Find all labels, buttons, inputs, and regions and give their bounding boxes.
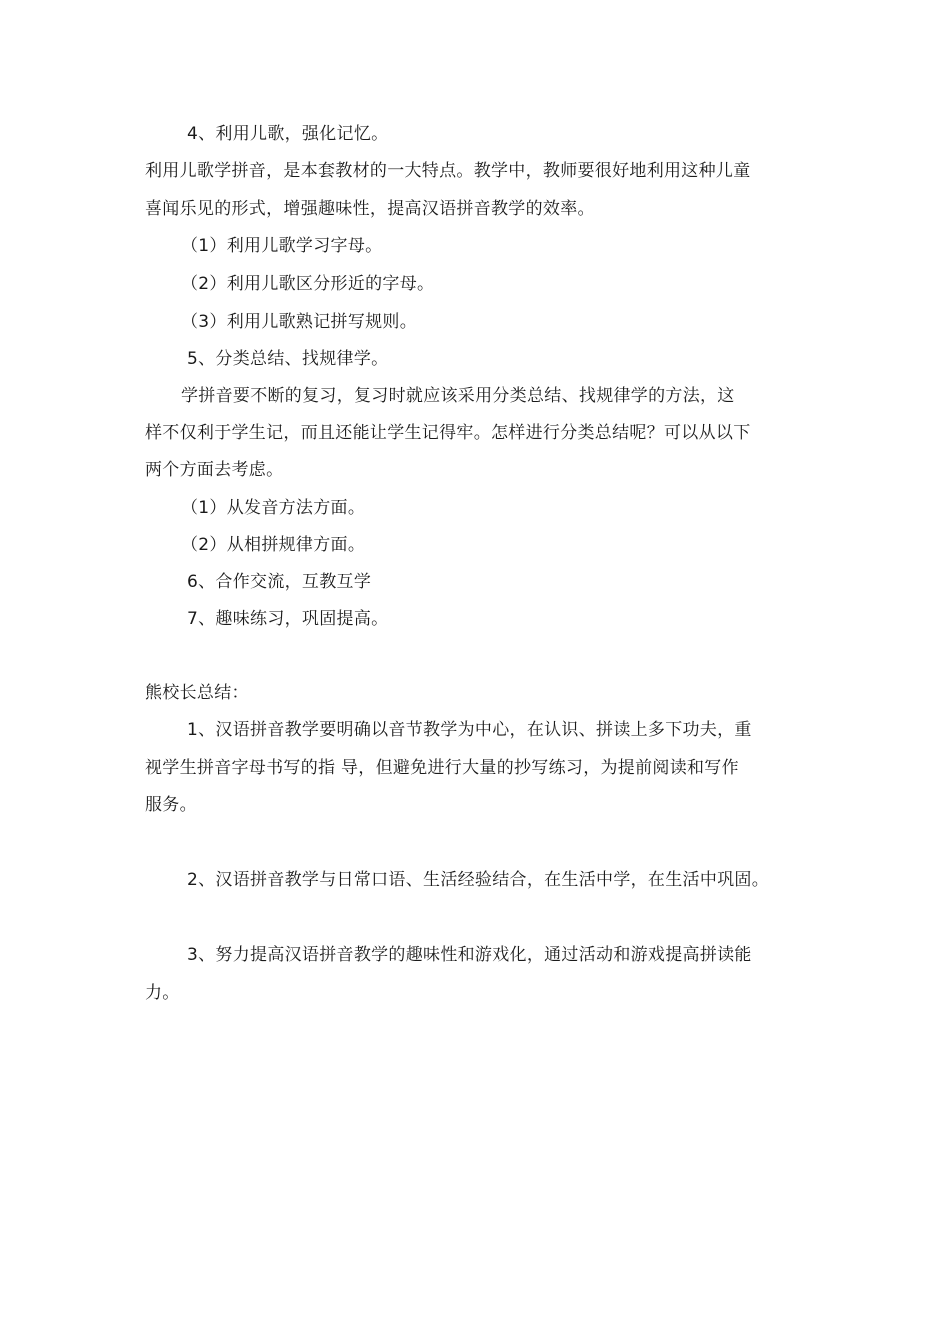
paragraph-line: 服务。 <box>145 795 197 815</box>
summary-item-2: 2、汉语拼音教学与日常口语、生活经验结合，在生活中学，在生活中巩固。 <box>187 870 770 890</box>
sub-item: （1）利用儿歌学习字母。 <box>181 236 383 256</box>
summary-item-1: 1、汉语拼音教学要明确以音节教学为中心，在认识、拼读上多下功夫，重 <box>187 720 752 740</box>
paragraph-line: 视学生拼音字母书写的指 导，但避免进行大量的抄写练习，为提前阅读和写作 <box>145 758 739 778</box>
paragraph-line: 喜闻乐见的形式，增强趣味性，提高汉语拼音教学的效率。 <box>145 199 595 219</box>
paragraph-line: 两个方面去考虑。 <box>145 460 284 480</box>
summary-item-3: 3、努力提高汉语拼音教学的趣味性和游戏化，通过活动和游戏提高拼读能 <box>187 945 752 965</box>
heading-item-7: 7、趣味练习，巩固提高。 <box>187 609 389 629</box>
paragraph-line: 力。 <box>145 983 180 1003</box>
paragraph-line: 样不仅利于学生记，而且还能让学生记得牢。怎样进行分类总结呢？可以从以下 <box>145 423 751 443</box>
paragraph-line: 学拼音要不断的复习，复习时就应该采用分类总结、找规律学的方法，这 <box>181 386 735 406</box>
summary-heading: 熊校长总结： <box>145 683 249 703</box>
paragraph-line: 利用儿歌学拼音，是本套教材的一大特点。教学中，教师要很好地利用这种儿童 <box>145 161 751 181</box>
heading-item-5: 5、分类总结、找规律学。 <box>187 349 389 369</box>
sub-item: （1）从发音方法方面。 <box>181 498 366 518</box>
heading-item-4: 4、利用儿歌，强化记忆。 <box>187 124 389 144</box>
heading-item-6: 6、合作交流，互教互学 <box>187 572 372 592</box>
sub-item: （2）从相拼规律方面。 <box>181 535 366 555</box>
sub-item: （2）利用儿歌区分形近的字母。 <box>181 274 435 294</box>
sub-item: （3）利用儿歌熟记拼写规则。 <box>181 312 418 332</box>
